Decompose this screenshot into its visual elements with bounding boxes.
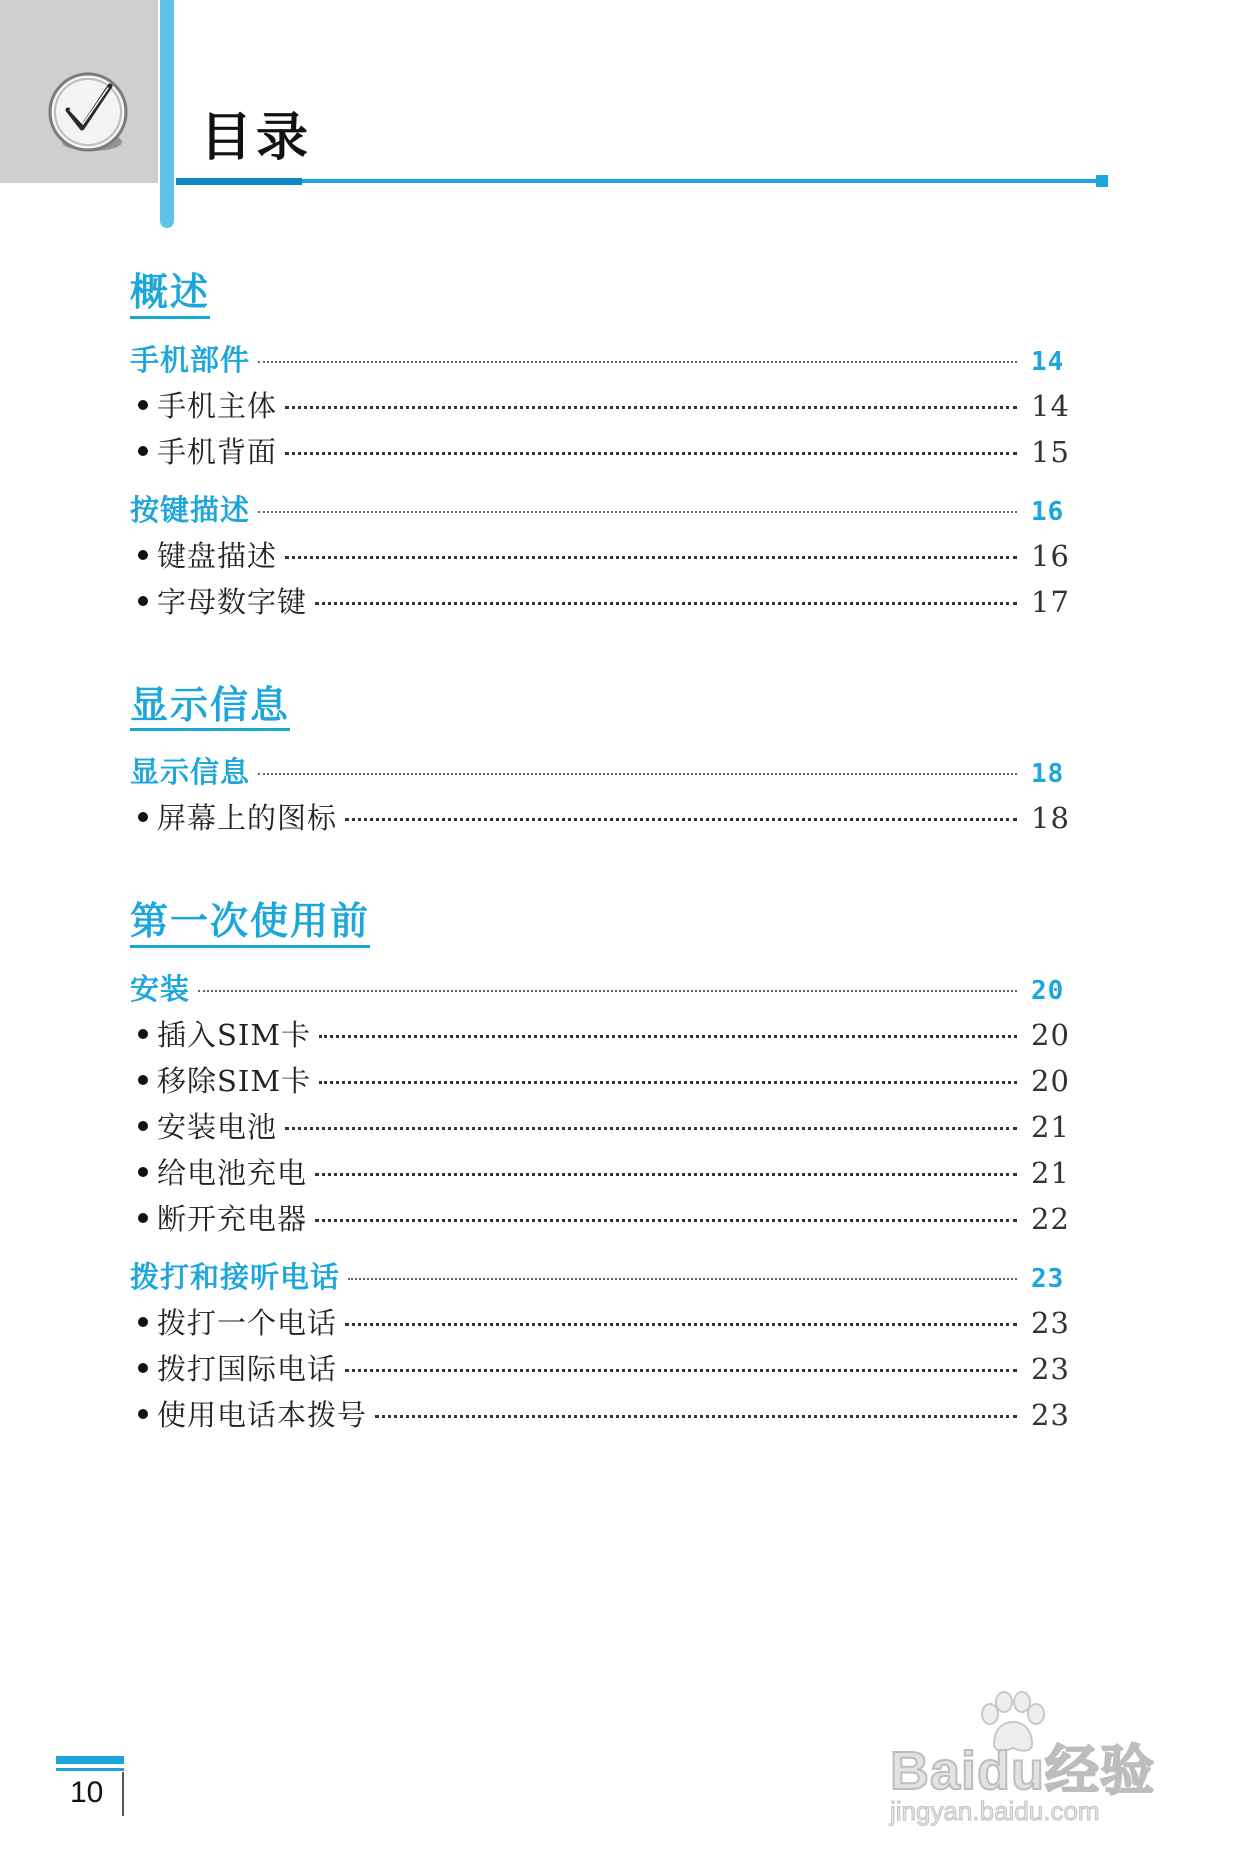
toc-item-label: 断开充电器 [157,1201,308,1236]
toc-item-page: 22 [1031,1201,1070,1236]
toc-group [130,487,1070,625]
header-vertical-bar [160,0,174,228]
toc-item-row[interactable] [130,579,1070,625]
toc-heading-row[interactable] [130,337,1065,383]
section-title[interactable]: 概述 [130,270,210,319]
dot-leader [315,1173,1017,1176]
dot-leader [345,1369,1017,1372]
watermark-url: jingyan.baidu.com [890,1796,1100,1826]
toc-item-label: 手机主体 [157,388,278,423]
dot-leader [345,1323,1017,1326]
dot-leader [285,406,1017,409]
toc-item-label: 字母数字键 [157,584,308,619]
bullet-icon [138,1121,148,1131]
dot-leader [319,1081,1017,1084]
page-number: 10 [70,1776,104,1809]
toc-item-label: 拨打国际电话 [157,1351,338,1386]
toc-item-label: 插入SIM卡 [157,1017,312,1052]
toc-item-label: 拨打一个电话 [157,1305,338,1340]
section-title[interactable]: 显示信息 [130,683,290,732]
toc-item-label: 使用电话本拨号 [157,1397,368,1432]
toc-group [130,1254,1070,1438]
toc-item-row[interactable] [130,383,1070,429]
toc-item-page: 21 [1031,1109,1070,1144]
toc-heading-row[interactable] [130,487,1065,533]
toc-item-page: 20 [1031,1063,1070,1098]
toc-item-row[interactable] [130,1058,1070,1104]
watermark-logo: Baidu经验 [890,1741,1156,1801]
dot-leader [258,773,1017,775]
toc-item-page: 14 [1031,388,1070,423]
toc-item-row[interactable] [130,1392,1070,1438]
footer-divider [122,1772,124,1816]
dot-leader [198,990,1017,992]
footer-bar [56,1756,124,1764]
toc-heading-row[interactable] [130,966,1065,1012]
toc-item-page: 23 [1031,1351,1070,1386]
toc-heading-row[interactable] [130,1254,1065,1300]
dot-leader [285,556,1017,559]
toc-item-page: 18 [1031,801,1070,836]
toc-heading-label: 拨打和接听电话 [130,1259,341,1294]
toc-item-row[interactable] [130,1196,1070,1242]
watermark [880,1690,1180,1830]
toc-item-page: 20 [1031,1017,1070,1052]
toc-group [130,337,1070,475]
bullet-icon [138,446,148,456]
dot-leader [285,452,1017,455]
toc-item-page: 16 [1031,538,1070,573]
title-underline-end-square [1096,175,1108,187]
section-title[interactable]: 第一次使用前 [130,899,370,948]
title-underline-accent [176,178,302,185]
toc-heading-label: 安装 [130,971,191,1006]
bullet-icon [138,1363,148,1373]
toc-item-label: 手机背面 [157,434,278,469]
toc-section [130,682,1070,842]
bullet-icon [138,1409,148,1419]
toc-heading-page: 14 [1031,346,1065,377]
toc-group [130,749,1070,841]
bullet-icon [138,812,148,822]
bullet-icon [138,596,148,606]
toc-group [130,966,1070,1242]
toc-item-row[interactable] [130,795,1070,841]
bullet-icon [138,1075,148,1085]
toc-item-page: 21 [1031,1155,1070,1190]
dot-leader [315,1219,1017,1222]
toc-heading-label: 按键描述 [130,492,251,527]
toc-heading-label: 手机部件 [130,342,251,377]
bullet-icon [138,1213,148,1223]
toc-item-row[interactable] [130,1346,1070,1392]
checkmark-circle-icon [42,66,138,162]
bullet-icon [138,1317,148,1327]
toc-item-row[interactable] [130,1104,1070,1150]
toc-item-label: 移除SIM卡 [157,1063,312,1098]
title-underline [176,179,1096,183]
toc-heading-label: 显示信息 [130,755,251,790]
toc-heading-page: 18 [1031,759,1065,790]
dot-leader [315,602,1017,605]
toc-heading-row[interactable] [130,749,1065,795]
bullet-icon [138,1167,148,1177]
toc-item-label: 键盘描述 [157,538,278,573]
toc-item-row[interactable] [130,1012,1070,1058]
toc-item-page: 23 [1031,1305,1070,1340]
toc-item-page: 15 [1031,434,1070,469]
dot-leader [258,511,1017,513]
toc-section [130,899,1070,1438]
toc-item-row[interactable] [130,1150,1070,1196]
footer-bar-thin [56,1768,124,1771]
toc-item-label: 给电池充电 [157,1155,308,1190]
toc-item-row[interactable] [130,1300,1070,1346]
toc-heading-page: 20 [1031,975,1065,1006]
dot-leader [319,1035,1017,1038]
toc-item-row[interactable] [130,533,1070,579]
dot-leader [375,1415,1017,1418]
bullet-icon [138,1029,148,1039]
toc-item-label: 屏幕上的图标 [157,801,338,836]
dot-leader [285,1127,1017,1130]
toc-item-label: 安装电池 [157,1109,278,1144]
toc-item-row[interactable] [130,429,1070,475]
toc-item-page: 23 [1031,1397,1070,1432]
toc-section [130,270,1070,625]
page-title: 目录 [200,108,313,168]
dot-leader [348,1278,1017,1280]
bullet-icon [138,550,148,560]
dot-leader [258,361,1017,363]
bullet-icon [138,400,148,410]
toc-item-page: 17 [1031,584,1070,619]
toc-heading-page: 23 [1031,1263,1065,1294]
dot-leader [345,818,1017,821]
toc-heading-page: 16 [1031,496,1065,527]
table-of-contents [130,270,1070,1496]
